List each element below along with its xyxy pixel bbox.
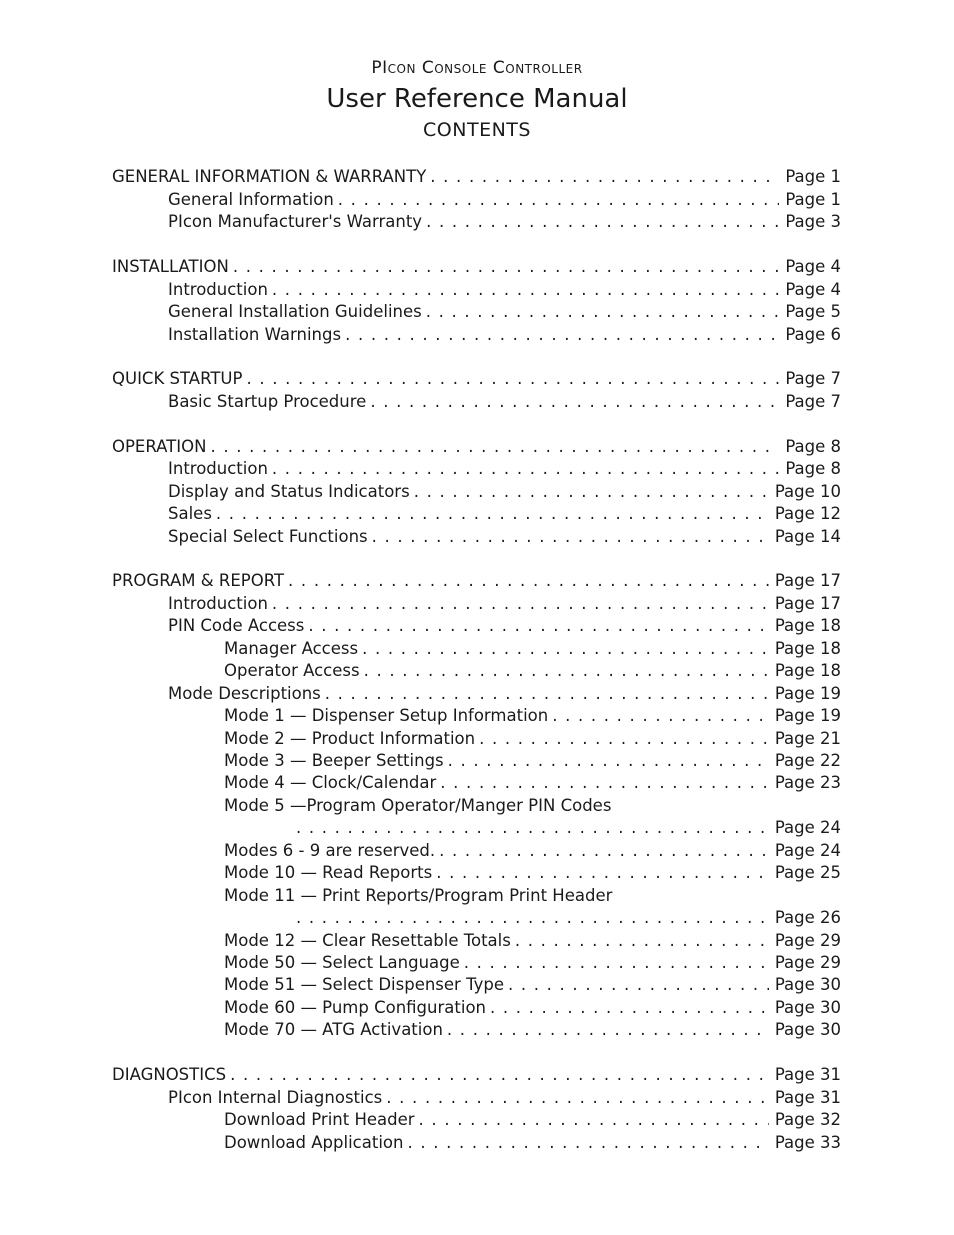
- toc-entry: [224, 772, 841, 794]
- toc-page: Page 23: [774, 773, 841, 792]
- dot-leader: [407, 1132, 768, 1154]
- dot-leader: [364, 660, 769, 682]
- toc-page: Page 18: [774, 616, 841, 635]
- toc-page: Page 19: [774, 684, 841, 703]
- toc-label: General Information: [168, 190, 334, 209]
- toc-page: Page 8: [785, 459, 841, 478]
- toc-label: Mode 50 — Select Language: [224, 953, 460, 972]
- toc-entry: [224, 840, 841, 862]
- toc-label: Download Print Header: [224, 1110, 415, 1129]
- dot-leader: [345, 324, 779, 346]
- toc-page: Page 31: [774, 1088, 841, 1107]
- dot-leader: [233, 256, 779, 278]
- toc-page: Page 7: [785, 392, 841, 411]
- toc-label: Introduction: [168, 594, 268, 613]
- toc-label: Manager Access: [224, 639, 359, 658]
- toc-entry: [168, 324, 841, 346]
- dot-leader: [372, 526, 769, 548]
- toc-label: Mode 70 — ATG Activation: [224, 1020, 443, 1039]
- dot-leader: [552, 705, 769, 727]
- toc-page: Page 31: [774, 1065, 841, 1084]
- toc-entry: [224, 1019, 841, 1041]
- toc-page: Page 29: [774, 931, 841, 950]
- toc-label: General Installation Guidelines: [168, 302, 422, 321]
- toc-label-wrapped: Mode 11 — Print Reports/Program Print Header: [224, 886, 613, 905]
- dot-leader: [272, 458, 779, 480]
- dot-leader: [386, 1087, 769, 1109]
- dot-leader: [436, 862, 769, 884]
- toc-label: Basic Startup Procedure: [168, 392, 367, 411]
- dot-leader: [447, 1019, 769, 1041]
- toc-page: Page 8: [785, 437, 841, 456]
- toc-label: Mode 51 — Select Dispenser Type: [224, 975, 504, 994]
- toc-entry: [168, 1087, 841, 1109]
- toc-section-installation: [112, 256, 841, 278]
- dot-leader: [448, 750, 769, 772]
- toc-page: Page 1: [785, 167, 841, 186]
- toc-label: Sales: [168, 504, 212, 523]
- toc-label: Download Application: [224, 1133, 404, 1152]
- toc-page: Page 14: [774, 527, 841, 546]
- toc-page: Page 25: [774, 863, 841, 882]
- toc-label: Mode 3 — Beeper Settings: [224, 751, 444, 770]
- toc-entry: [168, 391, 841, 413]
- toc-section-general-information: [112, 166, 841, 188]
- toc-entry: [224, 750, 841, 772]
- toc-entry: [224, 862, 841, 884]
- toc-label: Mode Descriptions: [168, 684, 321, 703]
- toc-label: GENERAL INFORMATION & WARRANTY: [112, 167, 427, 186]
- toc-entry: [168, 211, 841, 233]
- dot-leader: [362, 638, 769, 660]
- toc-page: Page 33: [774, 1133, 841, 1152]
- toc-section-program-report: [112, 570, 841, 592]
- toc-page: Page 30: [774, 975, 841, 994]
- toc-entry: [224, 660, 841, 682]
- toc-page: Page 3: [785, 212, 841, 231]
- toc-entry: [168, 279, 841, 301]
- toc-entry: [224, 638, 841, 660]
- contents-heading: CONTENTS: [423, 119, 531, 141]
- toc-entry: [224, 728, 841, 750]
- toc-entry: [168, 615, 841, 637]
- toc-label: PIcon Manufacturer's Warranty: [168, 212, 423, 231]
- toc-page: Page 1: [785, 190, 841, 209]
- toc-label: Operator Access: [224, 661, 360, 680]
- toc-entry: [168, 593, 841, 615]
- toc-page: Page 17: [774, 571, 841, 590]
- toc-label: OPERATION: [112, 437, 207, 456]
- dot-leader: [338, 189, 780, 211]
- toc-label: QUICK STARTUP: [112, 369, 243, 388]
- dot-leader: [439, 840, 769, 862]
- toc-label: Introduction: [168, 459, 268, 478]
- dot-leader: [490, 997, 769, 1019]
- toc-entry: [224, 1132, 841, 1154]
- toc-label: PIN Code Access: [168, 616, 305, 635]
- product-name: PIcon Console Controller: [371, 58, 583, 78]
- toc-entry: [168, 683, 841, 705]
- dot-leader: [272, 279, 779, 301]
- toc-label: Mode 4 — Clock/Calendar: [224, 773, 437, 792]
- toc-section-operation: [112, 436, 841, 458]
- dot-leader: [426, 211, 779, 233]
- toc-page: Page 5: [785, 302, 841, 321]
- toc-page: Page 32: [774, 1110, 841, 1129]
- toc-entry: [168, 481, 841, 503]
- toc-entry: [168, 526, 841, 548]
- toc-page: Page 18: [774, 639, 841, 658]
- toc-label: Mode 10 — Read Reports: [224, 863, 433, 882]
- dot-leader: [325, 683, 769, 705]
- manual-title: User Reference Manual: [326, 84, 628, 114]
- dot-leader: [308, 615, 768, 637]
- dot-leader: [508, 974, 769, 996]
- toc-entry: [224, 930, 841, 952]
- dot-leader: [430, 166, 779, 188]
- dot-leader: [440, 772, 769, 794]
- toc-page: Page 6: [785, 325, 841, 344]
- toc-entry: [224, 997, 841, 1019]
- toc-page: Page 12: [774, 504, 841, 523]
- toc-page: Page 30: [774, 1020, 841, 1039]
- toc-label: Mode 60 — Pump Configuration: [224, 998, 486, 1017]
- toc-page: Page 22: [774, 751, 841, 770]
- toc-label: PROGRAM & REPORT: [112, 571, 285, 590]
- toc-entry: [168, 503, 841, 525]
- toc-page: Page 30: [774, 998, 841, 1017]
- toc-entry: [224, 1109, 841, 1131]
- toc-label: Introduction: [168, 280, 268, 299]
- toc-page: Page 29: [774, 953, 841, 972]
- toc-page: Page 18: [774, 661, 841, 680]
- toc-page: Page 17: [774, 594, 841, 613]
- dot-leader: [230, 1064, 769, 1086]
- toc-entry: [224, 952, 841, 974]
- toc-entry: [168, 189, 841, 211]
- toc-label: PIcon Internal Diagnostics: [168, 1088, 383, 1107]
- dot-leader: [296, 817, 769, 839]
- toc-label: Display and Status Indicators: [168, 482, 410, 501]
- toc-entry-continuation: [296, 907, 841, 929]
- toc-label: DIAGNOSTICS: [112, 1065, 227, 1084]
- dot-leader: [426, 301, 780, 323]
- toc-entry: [224, 974, 841, 996]
- toc-label-wrapped: Mode 5 —Program Operator/Manger PIN Codes: [224, 796, 612, 815]
- dot-leader: [272, 593, 769, 615]
- dot-leader: [216, 503, 769, 525]
- dot-leader: [210, 436, 779, 458]
- toc-section-diagnostics: [112, 1064, 841, 1086]
- toc-page: Page 21: [774, 729, 841, 748]
- toc-page: Page 4: [785, 280, 841, 299]
- dot-leader: [296, 907, 769, 929]
- dot-leader: [464, 952, 769, 974]
- toc-entry: [168, 458, 841, 480]
- dot-leader: [246, 368, 779, 390]
- toc-page: Page 24: [774, 841, 841, 860]
- toc-page: Page 26: [774, 908, 841, 927]
- toc-section-quick-startup: [112, 368, 841, 390]
- toc-label: Mode 2 — Product Information: [224, 729, 476, 748]
- dot-leader: [370, 391, 779, 413]
- toc-page: Page 24: [774, 818, 841, 837]
- toc-label: Mode 12 — Clear Resettable Totals: [224, 931, 511, 950]
- toc-label: Mode 1 — Dispenser Setup Information: [224, 706, 549, 725]
- toc-entry: [168, 301, 841, 323]
- dot-leader: [419, 1109, 769, 1131]
- dot-leader: [515, 930, 769, 952]
- toc-entry-continuation: [296, 817, 841, 839]
- dot-leader: [479, 728, 769, 750]
- toc-label: Special Select Functions: [168, 527, 368, 546]
- toc-entry: [224, 705, 841, 727]
- toc-page: Page 4: [785, 257, 841, 276]
- dot-leader: [288, 570, 769, 592]
- toc-label: Modes 6 - 9 are reserved.: [224, 841, 436, 860]
- toc-page: Page 10: [774, 482, 841, 501]
- toc-page: Page 19: [774, 706, 841, 725]
- toc-label: Installation Warnings: [168, 325, 342, 344]
- dot-leader: [414, 481, 769, 503]
- toc-label: INSTALLATION: [112, 257, 229, 276]
- toc-page: Page 7: [785, 369, 841, 388]
